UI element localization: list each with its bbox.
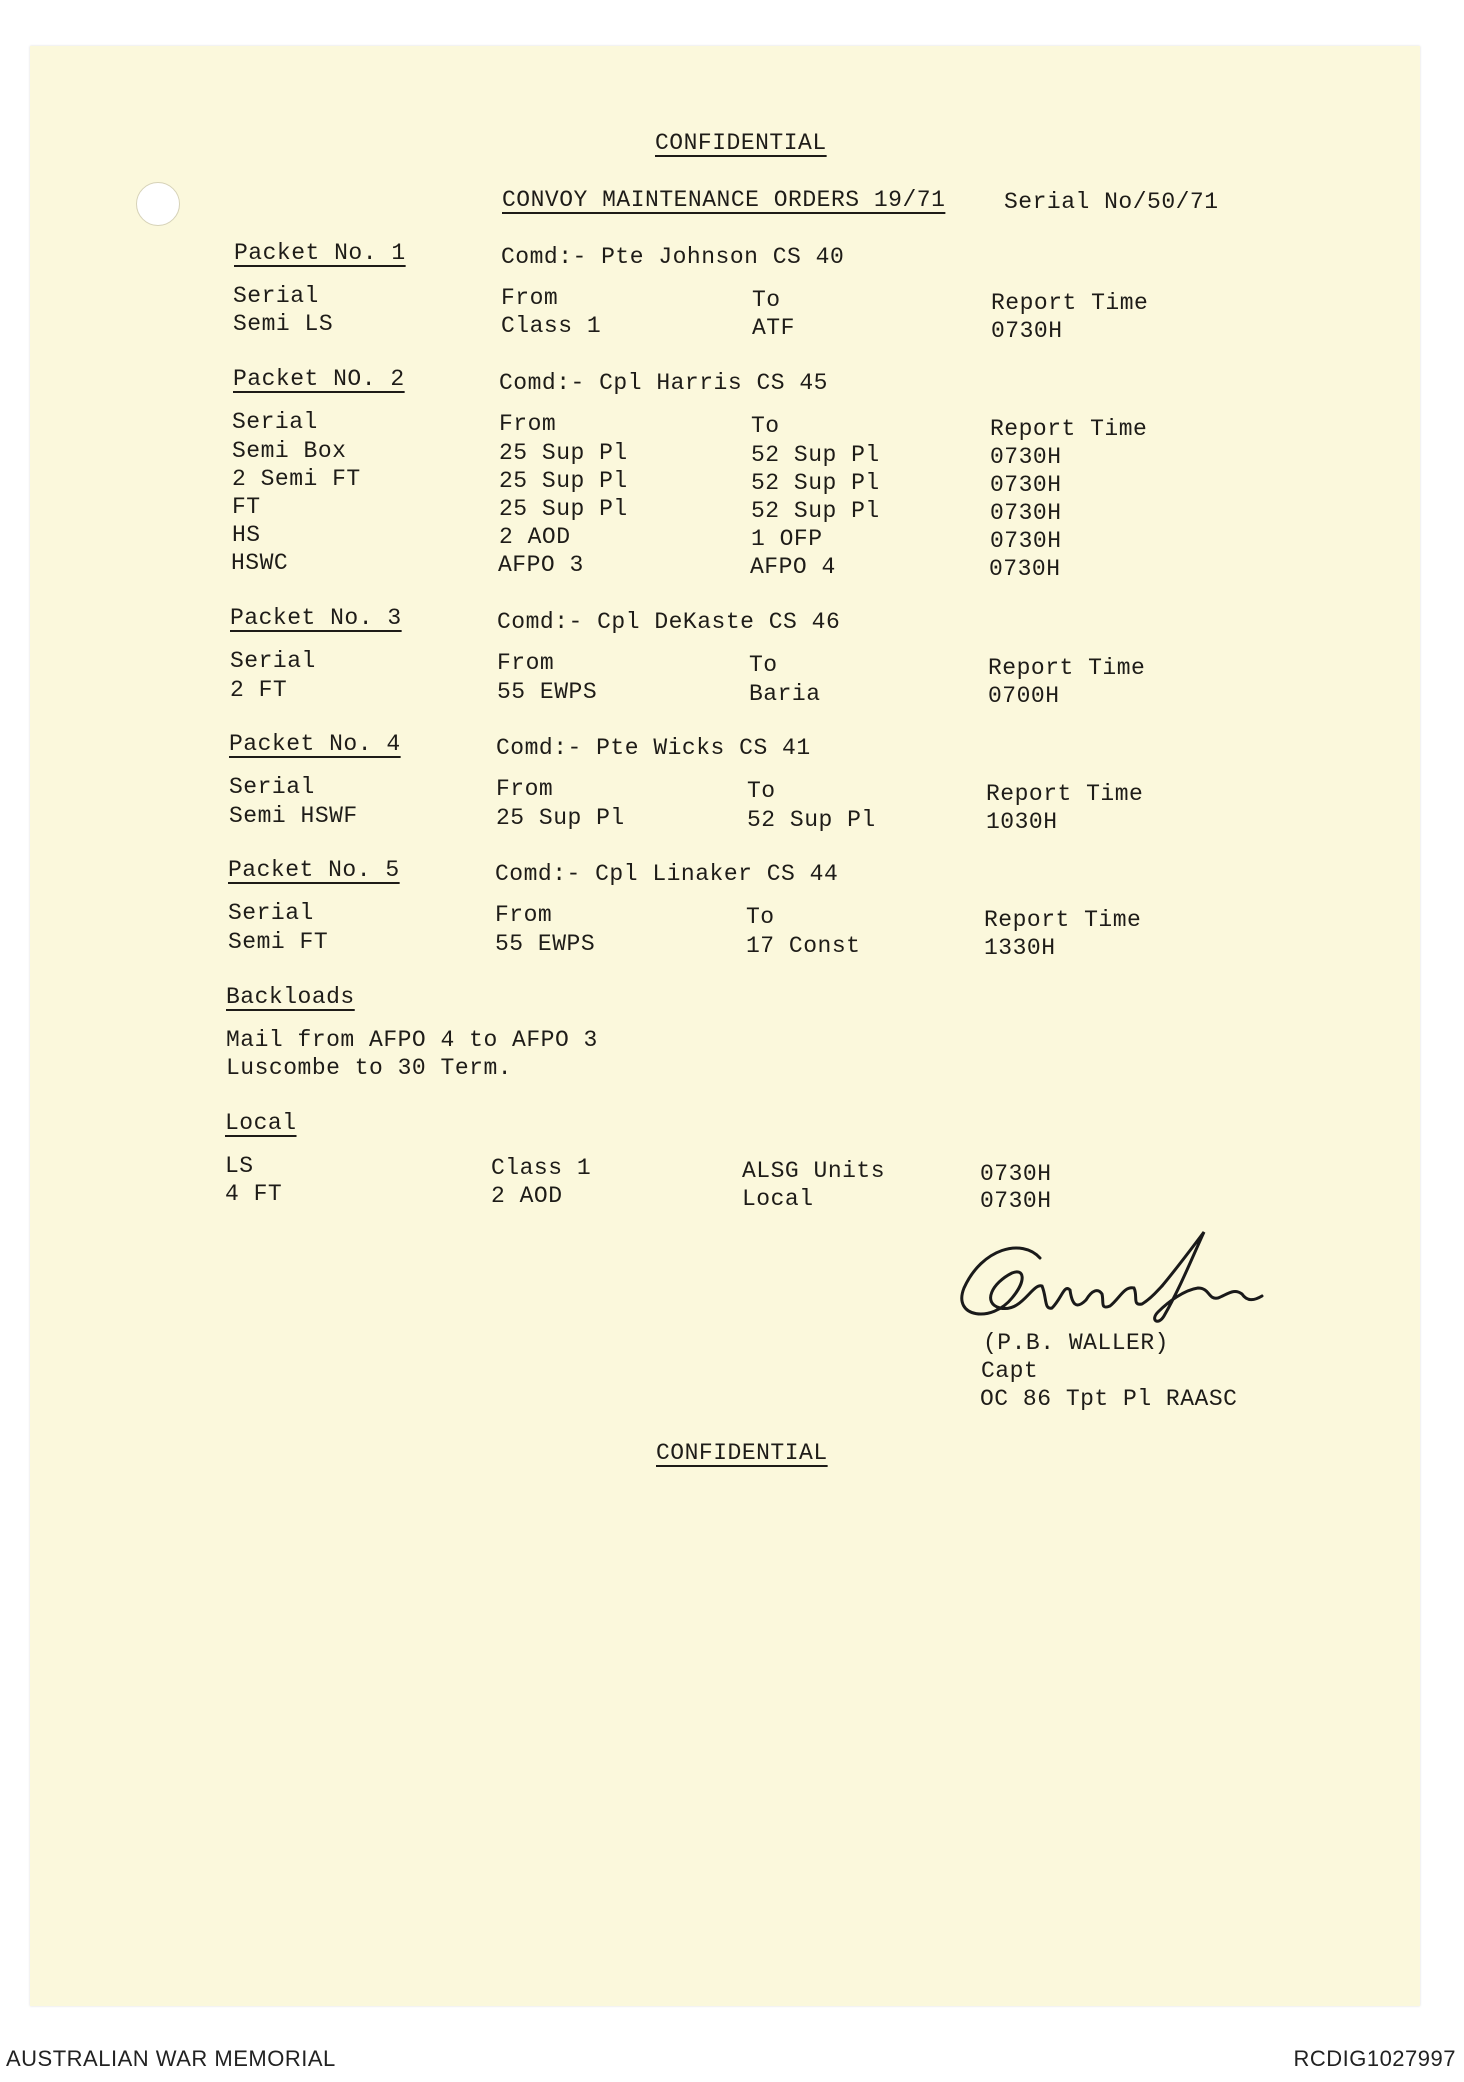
- row-serial: Semi LS: [233, 311, 334, 337]
- row-from: 25 Sup Pl: [499, 496, 628, 522]
- col-from: From: [497, 650, 555, 676]
- local-item: 4 FT: [225, 1181, 283, 1207]
- packet-label: Packet No. 5: [228, 857, 400, 883]
- row-time: 0700H: [988, 683, 1060, 709]
- row-from: 25 Sup Pl: [496, 805, 625, 831]
- row-from: 55 EWPS: [497, 679, 598, 705]
- document-page: [30, 46, 1420, 2006]
- col-from: From: [496, 776, 554, 802]
- row-time: 0730H: [990, 472, 1062, 498]
- packet-comd: Comd:- Pte Johnson CS 40: [501, 244, 845, 270]
- backload-line: Mail from AFPO 4 to AFPO 3: [226, 1027, 598, 1053]
- row-from: 25 Sup Pl: [499, 440, 628, 466]
- signatory-unit: OC 86 Tpt Pl RAASC: [980, 1386, 1238, 1412]
- document-title: CONVOY MAINTENANCE ORDERS 19/71: [502, 187, 946, 213]
- row-serial: Semi FT: [228, 929, 329, 955]
- local-heading: Local: [225, 1110, 297, 1136]
- col-to: To: [752, 287, 781, 313]
- row-from: AFPO 3: [498, 552, 584, 578]
- row-to: AFPO 4: [750, 554, 836, 580]
- row-serial: 2 Semi FT: [232, 466, 361, 492]
- local-to: Local: [742, 1186, 814, 1212]
- col-to: To: [746, 904, 775, 930]
- handwritten-signature: [952, 1228, 1272, 1338]
- local-from: Class 1: [491, 1155, 592, 1181]
- row-from: Class 1: [501, 313, 602, 339]
- col-from: From: [499, 411, 557, 437]
- col-report-time: Report Time: [986, 781, 1144, 807]
- local-time: 0730H: [980, 1188, 1052, 1214]
- local-to: ALSG Units: [742, 1158, 886, 1184]
- packet-comd: Comd:- Cpl Harris CS 45: [499, 370, 828, 396]
- col-serial: Serial: [232, 409, 318, 435]
- row-from: 25 Sup Pl: [499, 468, 628, 494]
- col-report-time: Report Time: [991, 290, 1149, 316]
- col-serial: Serial: [233, 283, 319, 309]
- row-time: 1030H: [986, 809, 1058, 835]
- row-to: 52 Sup Pl: [751, 470, 880, 496]
- row-serial: HSWC: [231, 550, 289, 576]
- col-to: To: [747, 778, 776, 804]
- row-serial: Semi Box: [232, 438, 347, 464]
- row-serial: FT: [232, 494, 261, 520]
- packet-comd: Comd:- Cpl DeKaste CS 46: [497, 609, 841, 635]
- row-to: Baria: [749, 681, 821, 707]
- col-to: To: [751, 413, 780, 439]
- footer-confidential: CONFIDENTIAL: [656, 1440, 828, 1466]
- archive-label: AUSTRALIAN WAR MEMORIAL: [6, 2046, 336, 2071]
- col-serial: Serial: [229, 774, 315, 800]
- row-to: 17 Const: [746, 933, 861, 959]
- col-report-time: Report Time: [988, 655, 1146, 681]
- packet-comd: Comd:- Pte Wicks CS 41: [496, 735, 811, 761]
- row-to: 52 Sup Pl: [751, 442, 880, 468]
- col-serial: Serial: [230, 648, 316, 674]
- col-report-time: Report Time: [984, 907, 1142, 933]
- packet-label: Packet NO. 2: [233, 366, 405, 392]
- row-to: 52 Sup Pl: [751, 498, 880, 524]
- row-from: 55 EWPS: [495, 931, 596, 957]
- row-serial: 2 FT: [230, 677, 288, 703]
- row-time: 0730H: [990, 500, 1062, 526]
- row-to: ATF: [752, 315, 795, 341]
- local-time: 0730H: [980, 1161, 1052, 1187]
- row-time: 0730H: [989, 556, 1061, 582]
- punch-hole: [136, 182, 180, 226]
- col-serial: Serial: [228, 900, 314, 926]
- backload-line: Luscombe to 30 Term.: [226, 1055, 513, 1081]
- row-time: 0730H: [990, 444, 1062, 470]
- row-serial: Semi HSWF: [229, 803, 358, 829]
- row-to: 1 OFP: [751, 526, 823, 552]
- backloads-heading: Backloads: [226, 984, 355, 1010]
- local-item: LS: [225, 1153, 254, 1179]
- packet-label: Packet No. 4: [229, 731, 401, 757]
- row-time: 0730H: [991, 318, 1063, 344]
- signatory-name: (P.B. WALLER): [983, 1330, 1169, 1356]
- col-report-time: Report Time: [990, 416, 1148, 442]
- col-from: From: [501, 285, 559, 311]
- local-from: 2 AOD: [491, 1183, 563, 1209]
- row-from: 2 AOD: [499, 524, 571, 550]
- signatory-rank: Capt: [981, 1358, 1039, 1384]
- row-to: 52 Sup Pl: [747, 807, 876, 833]
- header-confidential: CONFIDENTIAL: [655, 130, 827, 156]
- row-serial: HS: [232, 522, 261, 548]
- row-time: 1330H: [984, 935, 1056, 961]
- archive-id: RCDIG1027997: [1293, 2046, 1456, 2071]
- packet-label: Packet No. 3: [230, 605, 402, 631]
- packet-label: Packet No. 1: [234, 240, 406, 266]
- col-to: To: [749, 652, 778, 678]
- serial-number: Serial No/50/71: [1004, 189, 1219, 215]
- col-from: From: [495, 902, 553, 928]
- row-time: 0730H: [990, 528, 1062, 554]
- packet-comd: Comd:- Cpl Linaker CS 44: [495, 861, 839, 887]
